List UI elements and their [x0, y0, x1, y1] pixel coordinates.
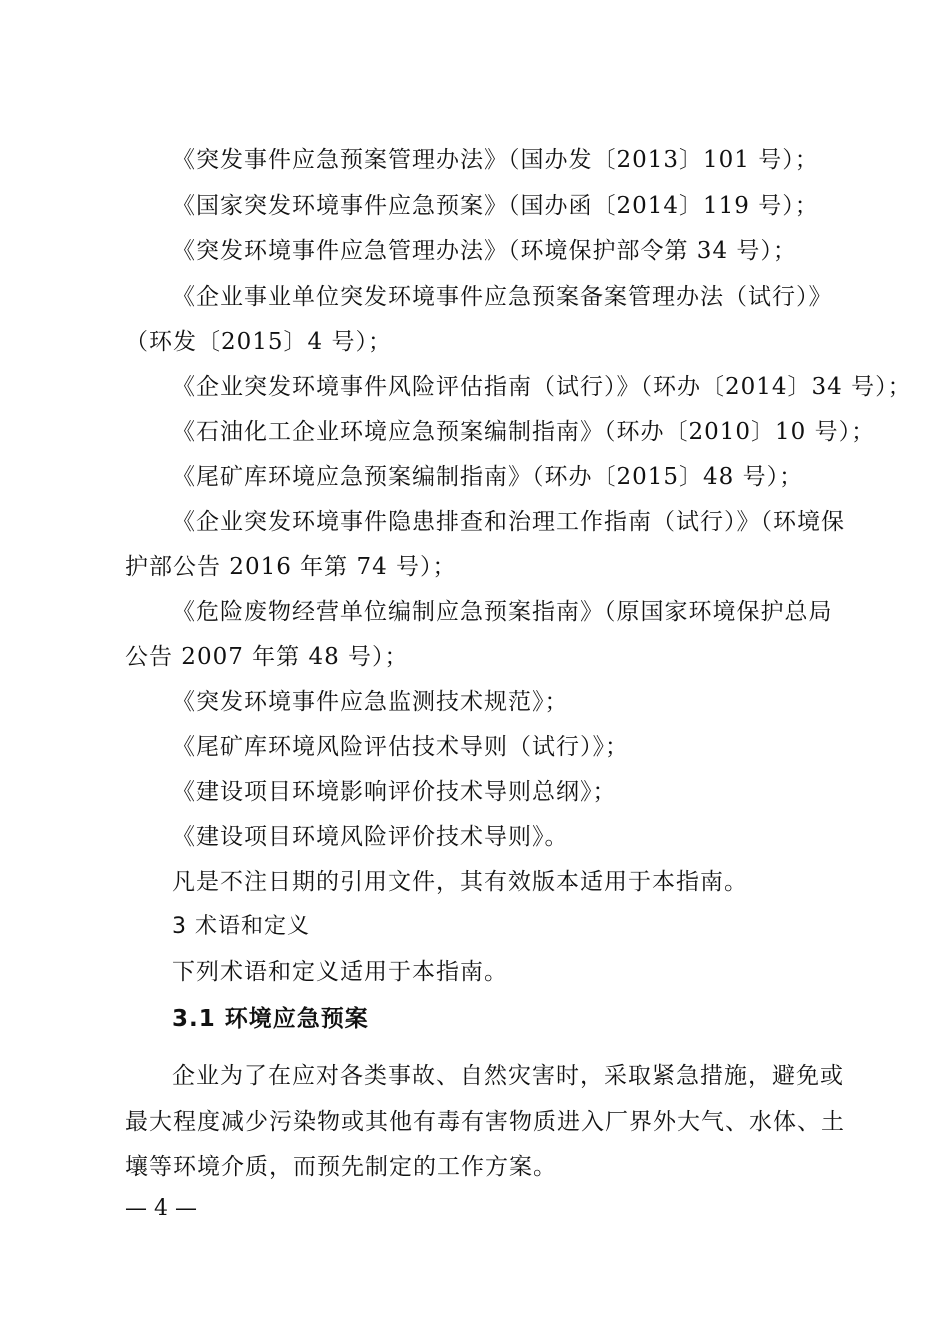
- page-number: — 4 —: [125, 1196, 197, 1221]
- reference-item: 《企业突发环境事件隐患排查和治理工作指南（试行）》（环境保: [172, 509, 845, 535]
- definition-line: 壤等环境介质，而预先制定的工作方案。: [125, 1154, 557, 1180]
- reference-item: 《国家突发环境事件应急预案》（国办函〔2014〕119 号）；: [172, 193, 819, 219]
- validity-note: 凡是不注日期的引用文件，其有效版本适用于本指南。: [172, 869, 748, 895]
- reference-item: 《建设项目环境风险评价技术导则》。: [172, 824, 569, 850]
- reference-item: 《突发事件应急预案管理办法》（国办发〔2013〕101 号）；: [172, 147, 819, 173]
- reference-item: 《尾矿库环境风险评估技术导则（试行）》；: [172, 734, 629, 760]
- section-heading-3: 3 术语和定义: [172, 914, 310, 939]
- reference-item: 《尾矿库环境应急预案编制指南》（环办〔2015〕48 号）；: [172, 464, 804, 490]
- reference-item-continuation: 护部公告 2016 年第 74 号）；: [125, 554, 457, 580]
- definition-line: 最大程度减少污染物或其他有毒有害物质进入厂界外大气、水体、土: [125, 1109, 845, 1135]
- reference-item-continuation: （环发〔2015〕4 号）；: [125, 329, 392, 355]
- reference-item-continuation: 公告 2007 年第 48 号）；: [125, 644, 409, 670]
- reference-item: 《建设项目环境影响评价技术导则总纲》；: [172, 779, 617, 805]
- section-intro: 下列术语和定义适用于本指南。: [172, 959, 508, 985]
- reference-item: 《危险废物经营单位编制应急预案指南》（原国家环境保护总局: [172, 599, 833, 625]
- reference-item: 《突发环境事件应急管理办法》（环境保护部令第 34 号）；: [172, 238, 797, 264]
- reference-item: 《石油化工企业环境应急预案编制指南》（环办〔2010〕10 号）；: [172, 419, 876, 445]
- reference-item: 《企业突发环境事件风险评估指南（试行）》（环办〔2014〕34 号）；: [172, 374, 912, 400]
- definition-line: 企业为了在应对各类事故、自然灾害时，采取紧急措施，避免或: [172, 1063, 844, 1089]
- reference-item: 《企业事业单位突发环境事件应急预案备案管理办法（试行）》: [172, 284, 833, 310]
- section-heading-3-1: 3.1 环境应急预案: [172, 1006, 369, 1032]
- reference-item: 《突发环境事件应急监测技术规范》；: [172, 689, 569, 715]
